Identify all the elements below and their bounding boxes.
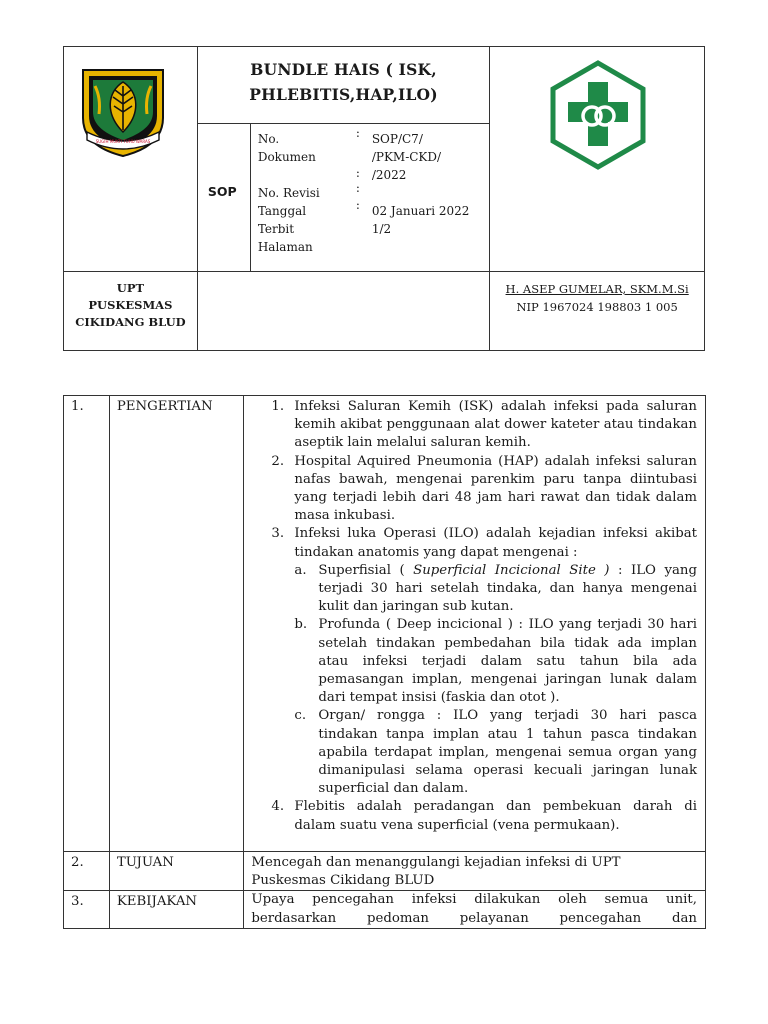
halaman-value: 1/2 — [371, 222, 392, 236]
sop-label: SOP — [207, 184, 237, 199]
revisi-label: No. Revisi — [257, 186, 320, 200]
section-content — [244, 396, 706, 852]
document-title-line-2: PHLEBITIS,HAP,ILO) — [249, 85, 438, 104]
empty-cell — [197, 272, 489, 351]
signer-name: H. ASEP GUMELAR, SKM.M.Si — [505, 282, 689, 296]
sop-header-table — [63, 46, 705, 351]
doc-no-value-3: /2022 — [371, 168, 407, 182]
org-line-3: CIKIDANG BLUD — [75, 315, 186, 329]
doc-no-value-1: SOP/C7/ — [371, 132, 423, 146]
colon-3: : — [355, 181, 360, 195]
section-label: TUJUAN — [109, 852, 244, 891]
list-marker: a. — [294, 562, 307, 578]
list-item-text: Infeksi Saluran Kemih (ISK) adalah infeksi pada saluran kemih akibat penggunaan alat dower kateter atau tindakan aseptik lain melalui saluran kemih. — [294, 399, 697, 451]
list-item — [244, 398, 697, 453]
tanggal-value: 02 Januari 2022 — [371, 204, 470, 218]
puskesmas-cross-logo-icon — [550, 60, 646, 170]
terbit-label: Terbit — [257, 222, 295, 236]
halaman-label: Halaman — [257, 240, 313, 254]
colon-2: : — [355, 166, 360, 180]
left-logo-cell — [64, 47, 198, 272]
table-row — [64, 852, 706, 891]
section-number: 3. — [64, 891, 110, 928]
org-line-2: PUSKESMAS — [88, 298, 173, 312]
doc-no-label-1: No. — [257, 132, 280, 146]
org-cell — [64, 272, 198, 351]
sub-list-item — [294, 562, 697, 617]
list-marker: 2. — [271, 453, 285, 469]
sub-item-text: Organ/ rongga : ILO yang terjadi 30 hari pasca tindakan tanpa implan atau 1 tahun pasca tindakan apabila terdapat implan, mengenai semua organ yang dimanipulasi selama operasi kecuali jaringan lunak superficial dan dalam. — [318, 708, 697, 797]
definition-list — [244, 398, 705, 835]
sub-list — [294, 562, 697, 799]
colon-4: : — [355, 198, 360, 212]
section-content: Upaya pencegahan infeksi dilakukan oleh semua unit, berdasarkan pedoman pelayanan pencegahan dan — [244, 891, 706, 928]
sub-item-text: Superfisial ( — [318, 562, 414, 578]
list-marker: 4. — [271, 799, 285, 815]
sub-item-text-end: : ILO yang terjadi 30 hari setelah tindaka, dan hanya mengenai kulit dan jaringan sub kutan. — [318, 562, 697, 615]
list-item — [244, 453, 697, 526]
sub-list-item — [294, 616, 697, 707]
list-marker: c. — [294, 708, 307, 724]
emblem-motto: SUGIH MUKTI TUHU WARAS — [95, 139, 151, 144]
list-item-text: Hospital Aquired Pneumonia (HAP) adalah infeksi saluran nafas bawah, mengenai parenkim paru tanpa diintubasi yang terjadi lebih dari 48 jam hari rawat dan tidak dalam masa inkubasi. — [294, 453, 697, 524]
org-line-1: UPT — [116, 281, 145, 295]
sub-item-italic-text: Superficial Incicional Site ) — [413, 562, 610, 578]
title-cell — [197, 47, 489, 124]
list-marker: 3. — [271, 526, 285, 542]
sub-item-text: Profunda ( Deep incicional ) : ILO yang terjadi 30 hari setelah tindakan pembedahan bila tidak ada implan atau infeksi terjadi dalam satu tahun bila ada pemasangan implan, mengenai jaringan lunak dalam dari tempat insisi (faskia dan otot ). — [318, 617, 697, 706]
section-number: 1. — [64, 396, 110, 852]
right-logo-cell — [490, 47, 705, 272]
section-label: PENGERTIAN — [109, 396, 244, 852]
section-number: 2. — [64, 852, 110, 891]
table-row — [64, 396, 706, 852]
doc-no-value-2: /PKM-CKD/ — [371, 150, 442, 164]
document-title-line-1: BUNDLE HAIS ( ISK, — [250, 60, 437, 79]
list-marker: b. — [294, 617, 308, 633]
meta-cell — [197, 124, 489, 272]
list-item-text: Flebitis adalah peradangan dan pembekuan darah di dalam suatu vena superficial (vena permukaan). — [294, 799, 697, 833]
meta-divider — [250, 124, 251, 272]
section-label: KEBIJAKAN — [109, 891, 244, 928]
sop-content-table — [63, 395, 706, 929]
list-item — [244, 798, 697, 834]
list-item — [244, 525, 697, 798]
section-content: Mencegah dan menanggulangi kejadian infeksi di UPT Puskesmas Cikidang BLUD — [244, 852, 706, 891]
sub-list-item — [294, 707, 697, 798]
colon-1: : — [355, 126, 360, 140]
tanggal-label: Tanggal — [257, 204, 307, 218]
table-row — [64, 891, 706, 928]
garut-regency-emblem-icon — [79, 66, 167, 158]
list-item-text: Infeksi luka Operasi (ILO) adalah kejadian infeksi akibat tindakan anatomis yang dapat mengenai : — [294, 526, 697, 560]
signer-nip: NIP 1967024 198803 1 005 — [516, 300, 678, 314]
signature-cell — [490, 272, 705, 351]
doc-no-label-2: Dokumen — [257, 150, 316, 164]
list-marker: 1. — [271, 399, 285, 414]
